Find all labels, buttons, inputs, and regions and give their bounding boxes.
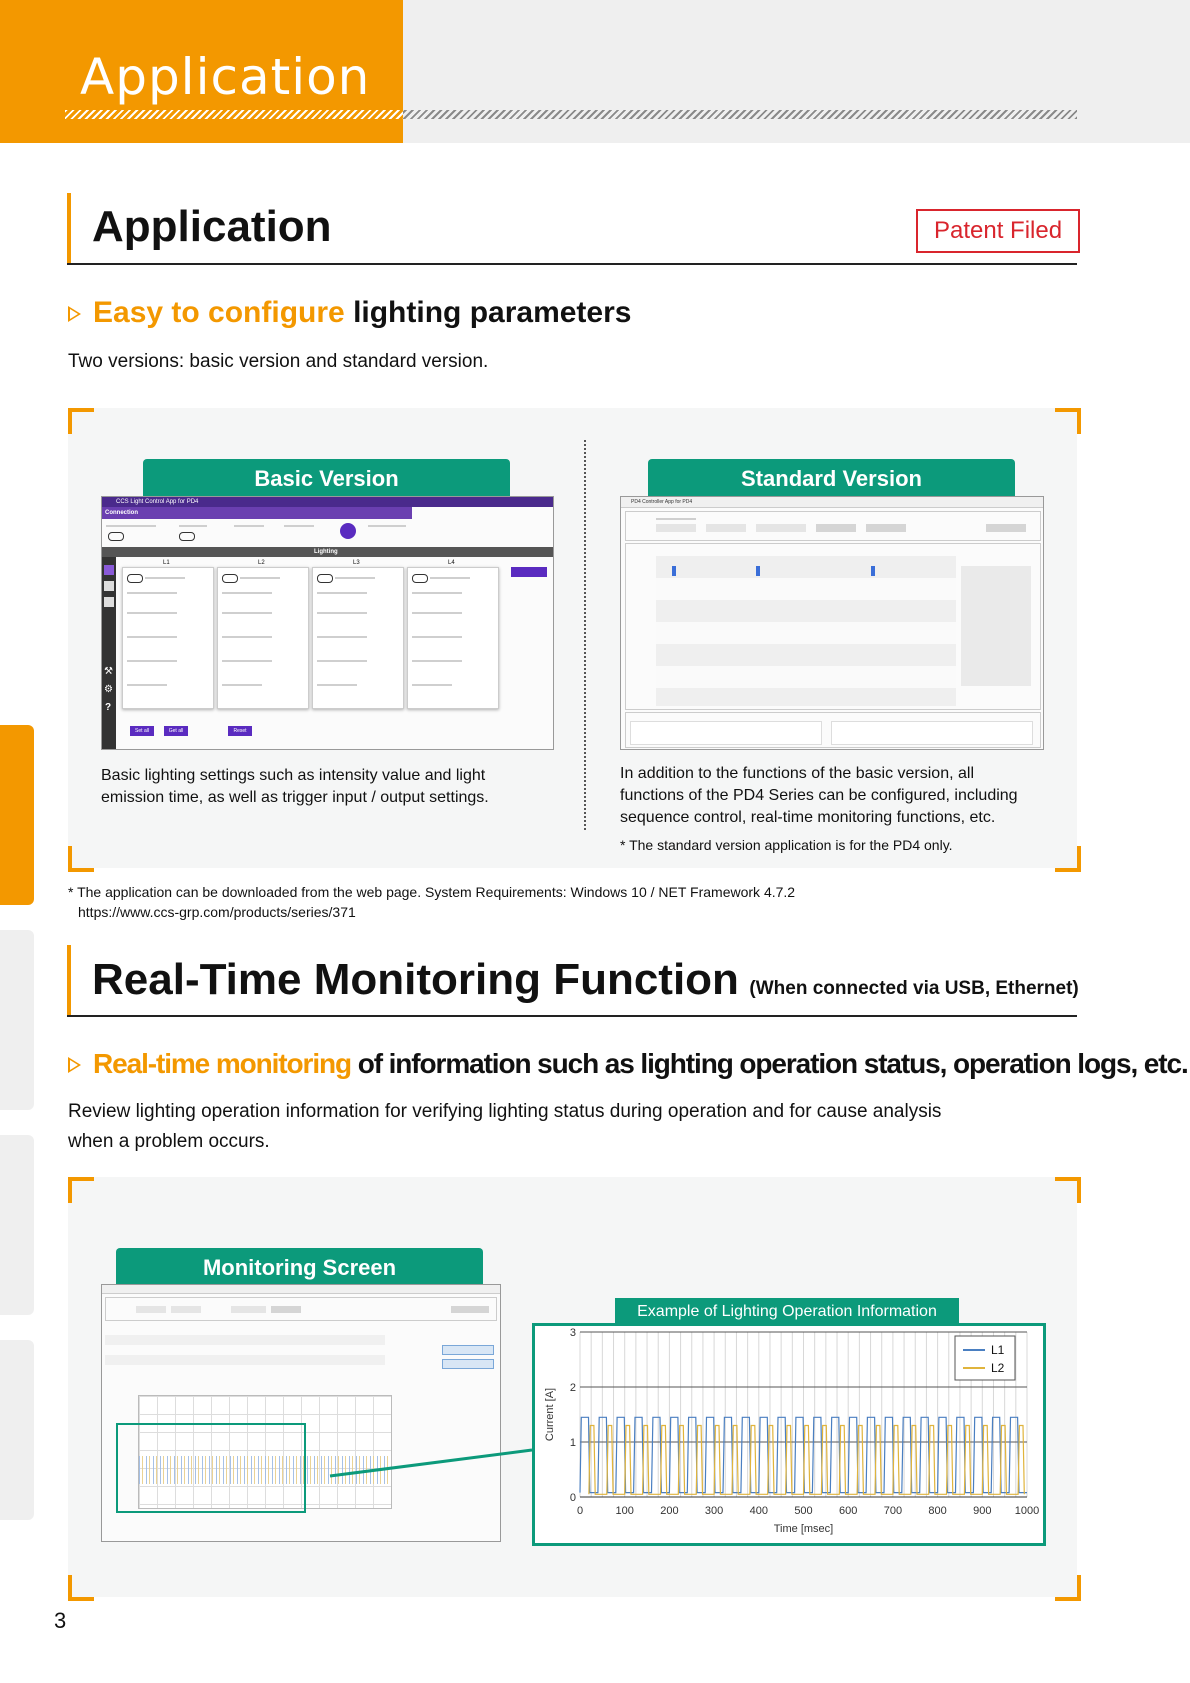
section-subtitle: (When connected via USB, Ethernet) bbox=[749, 978, 1079, 999]
versions-intro: Two versions: basic version and standard version. bbox=[68, 351, 489, 372]
monitoring-screen-tab: Monitoring Screen bbox=[116, 1248, 483, 1285]
patent-badge: Patent Filed bbox=[916, 209, 1080, 253]
y-axis-label: Current [A] bbox=[544, 1387, 556, 1442]
standard-description-line: functions of the PD4 Series can be configured, including bbox=[620, 787, 1018, 804]
legend-label-L2: L2 bbox=[991, 1361, 1005, 1375]
series-line-L2 bbox=[589, 1426, 1024, 1495]
page-number: 3 bbox=[54, 1608, 67, 1633]
y-tick-label: 1 bbox=[569, 1437, 576, 1449]
y-tick-label: 2 bbox=[569, 1382, 576, 1394]
x-tick-label: 100 bbox=[615, 1505, 634, 1517]
basic-description-line: Basic lighting settings such as intensity value and light bbox=[101, 767, 486, 784]
gear-icon[interactable]: ⚙ bbox=[104, 684, 113, 695]
lighting-label: Lighting bbox=[314, 549, 338, 555]
banner-title: Application bbox=[80, 48, 371, 106]
monitoring-body-line: when a problem occurs. bbox=[68, 1131, 270, 1152]
x-tick-label: 0 bbox=[576, 1505, 584, 1517]
wrench-icon[interactable]: ⚒ bbox=[104, 666, 113, 677]
feature-heading-rest: lighting parameters bbox=[353, 296, 632, 329]
x-tick-label: 200 bbox=[660, 1505, 679, 1517]
channel-label: L4 bbox=[448, 560, 455, 566]
monitoring-heading-rest: of information such as lighting operation status, operation logs, etc. bbox=[357, 1048, 1188, 1079]
y-tick-label: 3 bbox=[569, 1327, 576, 1339]
standard-version-tab: Standard Version bbox=[648, 459, 1015, 497]
example-chart-tab: Example of Lighting Operation Information bbox=[615, 1298, 959, 1326]
standard-description-line: sequence control, real-time monitoring functions, etc. bbox=[620, 809, 996, 826]
x-tick-label: 900 bbox=[973, 1505, 992, 1517]
x-tick-label: 1000 bbox=[1014, 1505, 1040, 1517]
example-chart-box bbox=[532, 1323, 1046, 1546]
channel-label: L2 bbox=[258, 560, 265, 566]
channel-label: L3 bbox=[353, 560, 360, 566]
download-url[interactable]: https://www.ccs-grp.com/products/series/371 bbox=[78, 904, 356, 920]
window-title: PD4 Controller App for PD4 bbox=[631, 499, 693, 505]
y-tick-label: 0 bbox=[569, 1492, 576, 1504]
reset-button[interactable]: Reset bbox=[228, 726, 252, 736]
set-all-button[interactable]: Set all bbox=[130, 726, 154, 736]
x-tick-label: 800 bbox=[928, 1505, 947, 1517]
basic-version-tab: Basic Version bbox=[143, 459, 510, 497]
help-icon[interactable]: ? bbox=[105, 702, 112, 713]
feature-heading-highlight: Easy to configure bbox=[93, 296, 345, 329]
download-note-line: * The application can be downloaded from the web page. System Requirements: Windows 10 / NET Framework 4.7.2 bbox=[68, 884, 796, 900]
section-title: Real-Time Monitoring Function bbox=[92, 955, 739, 1004]
get-all-button[interactable]: Get all bbox=[164, 726, 188, 736]
x-tick-label: 600 bbox=[839, 1505, 858, 1517]
basic-description-line: emission time, as well as trigger input / output settings. bbox=[101, 789, 489, 806]
x-axis-label: Time [msec] bbox=[773, 1523, 834, 1535]
legend-box bbox=[955, 1336, 1015, 1380]
x-tick-label: 700 bbox=[883, 1505, 903, 1517]
x-tick-label: 300 bbox=[704, 1505, 724, 1517]
monitoring-body-line: Review lighting operation information for verifying lighting status during operation and for cause analysis bbox=[68, 1101, 942, 1122]
monitoring-heading-highlight: Real-time monitoring bbox=[93, 1048, 352, 1079]
standard-description-line: In addition to the functions of the basic version, all bbox=[620, 765, 974, 782]
window-title: CCS Light Control App for PD4 bbox=[116, 499, 199, 505]
section-title: Application bbox=[92, 202, 332, 251]
standard-note: * The standard version application is for the PD4 only. bbox=[620, 837, 953, 853]
x-tick-label: 400 bbox=[749, 1505, 768, 1517]
x-tick-label: 500 bbox=[794, 1505, 813, 1517]
legend-label-L1: L1 bbox=[991, 1343, 1005, 1357]
operation-chart bbox=[535, 1326, 1043, 1543]
connection-label: Connection bbox=[105, 510, 138, 516]
channel-label: L1 bbox=[163, 560, 170, 566]
